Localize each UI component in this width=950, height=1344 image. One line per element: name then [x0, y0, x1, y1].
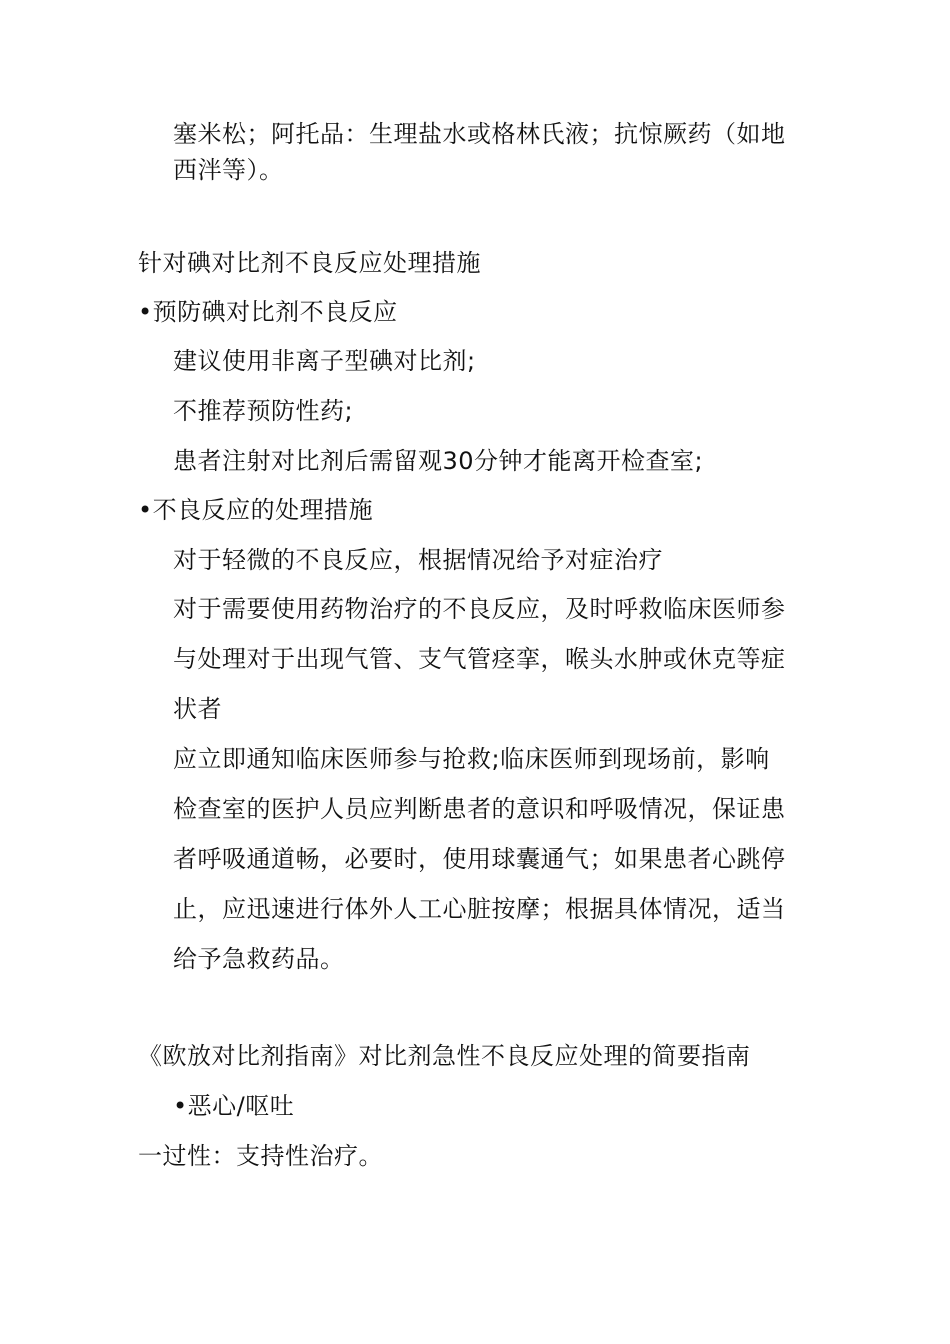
- treatment-line-6: 检查室的医护人员应判断患者的意识和呼吸情况，保证患: [173, 795, 786, 823]
- bullet-nausea: •恶心/呕吐: [173, 1092, 295, 1120]
- continuation-line-1: 塞米松；阿托品：生理盐水或格林氏液；抗惊厥药（如地: [173, 120, 786, 148]
- treatment-line-1: 对于轻微的不良反应，根据情况给予对症治疗: [173, 546, 663, 574]
- treatment-line-8: 止，应迅速进行体外人工心脏按摩；根据具体情况，适当: [173, 895, 786, 923]
- section-heading-iodine: 针对碘对比剂不良反应处理措施: [138, 249, 481, 277]
- section-heading-esur: 《欧放对比剂指南》对比剂急性不良反应处理的简要指南: [138, 1042, 751, 1070]
- treatment-line-9: 给予急救药品。: [173, 945, 345, 973]
- bullet-prevention: •预防碘对比剂不良反应: [138, 298, 398, 326]
- treatment-line-5: 应立即通知临床医师参与抢救;临床医师到现场前，影响: [173, 745, 770, 773]
- bullet-treatment: •不良反应的处理措施: [138, 496, 374, 524]
- continuation-line-2: 西泮等）。: [173, 156, 284, 184]
- nausea-treatment-line: 一过性：支持性治疗。: [138, 1142, 383, 1170]
- prevention-item-2: 不推荐预防性药;: [173, 397, 354, 425]
- treatment-line-3: 与处理对于出现气管、支气管痉挛，喉头水肿或休克等症: [173, 645, 786, 673]
- treatment-line-4: 状者: [173, 695, 222, 723]
- treatment-line-7: 者呼吸通道畅，必要时，使用球囊通气；如果患者心跳停: [173, 845, 786, 873]
- treatment-line-2: 对于需要使用药物治疗的不良反应，及时呼救临床医师参: [173, 595, 786, 623]
- prevention-item-3: 患者注射对比剂后需留观30分钟才能离开检查室;: [173, 447, 704, 475]
- prevention-item-1: 建议使用非离子型碘对比剂;: [173, 347, 476, 375]
